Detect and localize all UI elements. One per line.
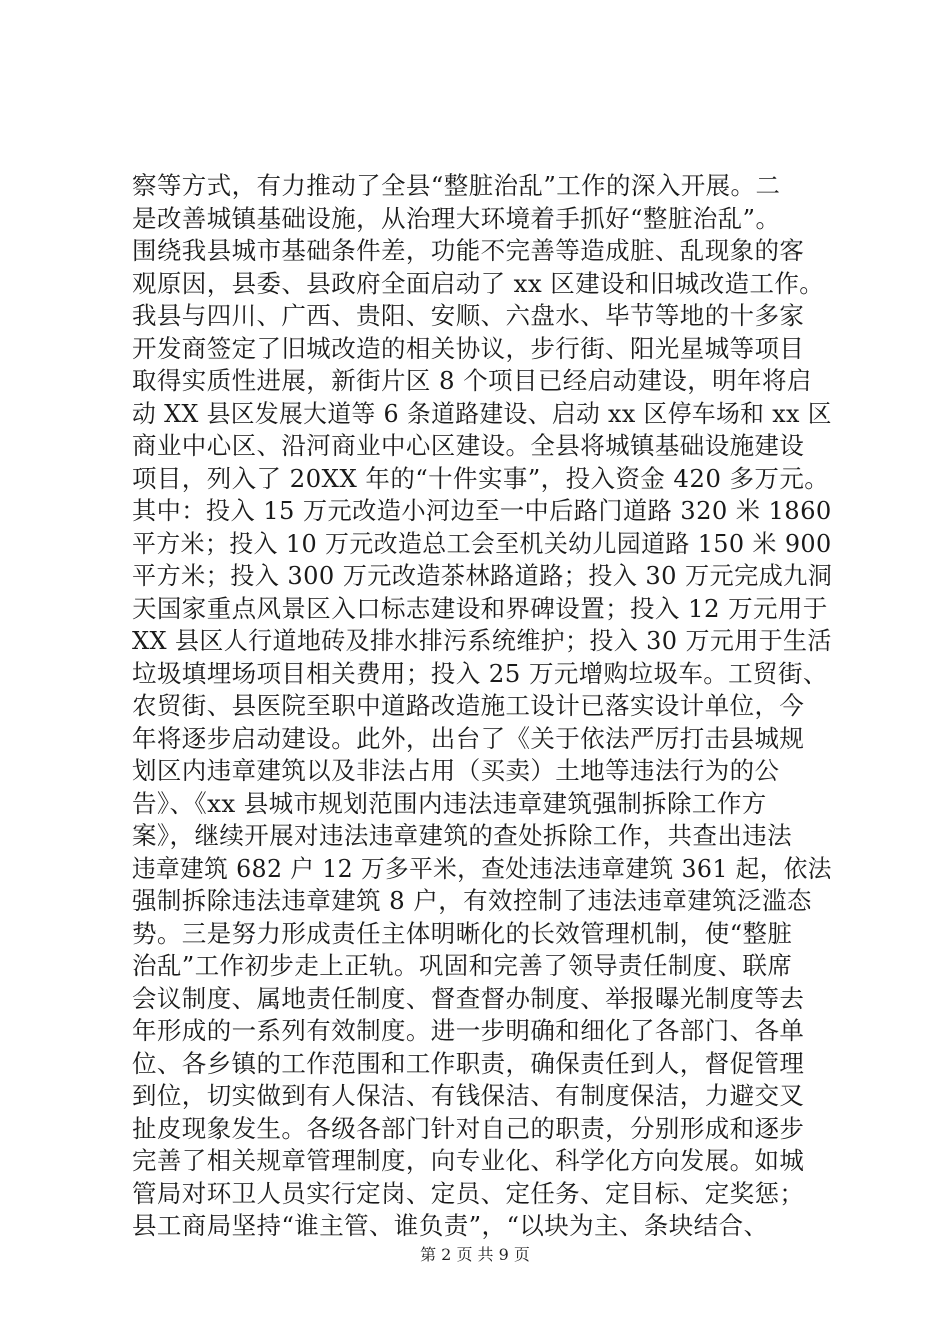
text-line: 开发商签定了旧城改造的相关协议，步行街、阳光星城等项目 [132, 333, 805, 363]
text-line: 强制拆除违法违章建筑 8 户，有效控制了违法违章建筑泛滥态 [132, 886, 812, 915]
text-line: 扯皮现象发生。各级各部门针对自己的职责，分别形成和逐步 [132, 1113, 805, 1143]
text-line: 完善了相关规章管理制度，向专业化、科学化方向发展。如城 [132, 1146, 805, 1175]
text-line: 县工商局坚持“谁主管、谁负责”，“以块为主、条块结合、 [132, 1211, 769, 1240]
text-line: 农贸街、县医院至职中道路改造施工设计已落实设计单位，今 [132, 691, 805, 720]
document-body [132, 170, 832, 1243]
text-line: 管局对环卫人员实行定岗、定员、定任务、定目标、定奖惩； [132, 1178, 805, 1208]
text-line: 划区内违章建筑以及非法占用（买卖）土地等违法行为的公 [132, 756, 780, 785]
text-line: 围绕我县城市基础条件差，功能不完善等造成脏、乱现象的客 [132, 236, 805, 265]
text-line: 势。三是努力形成责任主体明晰化的长效管理机制，使“整脏 [132, 918, 793, 948]
text-line: 其中：投入 15 万元改造小河边至一中后路门道路 320 米 1860 [132, 496, 832, 525]
text-line: 治乱”工作初步走上正轨。巩固和完善了领导责任制度、联席 [132, 951, 793, 980]
text-line: 是改善城镇基础设施，从治理大环境着手抓好“整脏治乱”。 [132, 203, 781, 233]
text-line: 年将逐步启动建设。此外，出台了《关于依法严厉打击县城规 [132, 723, 805, 753]
text-line: 察等方式，有力推动了全县“整脏治乱”工作的深入开展。二 [132, 171, 781, 200]
text-line: 动 XX 县区发展大道等 6 条道路建设、启动 xx 区停车场和 xx 区 [132, 398, 832, 428]
text-line: 项目，列入了 20XX 年的“十件实事”，投入资金 420 多万元。 [132, 463, 830, 493]
text-line: 到位，切实做到有人保洁、有钱保洁、有制度保洁，力避交叉 [132, 1081, 805, 1110]
text-line: 会议制度、属地责任制度、督查督办制度、举报曝光制度等去 [132, 983, 805, 1013]
text-line: 案》，继续开展对违法违章建筑的查处拆除工作，共查出违法 [132, 821, 793, 850]
text-line: XX 县区人行道地砖及排水排污系统维护；投入 30 万元用于生活 [132, 626, 832, 655]
text-line: 商业中心区、沿河商业中心区建设。全县将城镇基础设施建设 [132, 431, 805, 460]
text-line: 位、各乡镇的工作范围和工作职责，确保责任到人，督促管理 [132, 1048, 805, 1078]
text-line: 取得实质性进展，新街片区 8 个项目已经启动建设，明年将启 [132, 366, 812, 395]
text-line: 我县与四川、广西、贵阳、安顺、六盘水、毕节等地的十多家 [132, 301, 805, 330]
text-line: 年形成的一系列有效制度。进一步明确和细化了各部门、各单 [132, 1016, 805, 1045]
page-number-footer: 第 2 页 共 9 页 [420, 1245, 530, 1264]
text-line: 平方米；投入 10 万元改造总工会至机关幼儿园道路 150 米 900 [132, 528, 832, 558]
text-line: 平方米；投入 300 万元改造茶林路道路；投入 30 万元完成九洞 [132, 561, 833, 590]
text-line: 观原因，县委、县政府全面启动了 xx 区建设和旧城改造工作。 [132, 268, 825, 298]
text-line: 违章建筑 682 户 12 万多平米，查处违法违章建筑 361 起，依法 [132, 853, 832, 883]
text-line: 告》、《xx 县城市规划范围内违法违章建筑强制拆除工作方 [132, 788, 767, 818]
text-line: 天国家重点风景区入口标志建设和界碑设置；投入 12 万元用于 [132, 593, 828, 623]
text-line: 垃圾填埋场项目相关费用；投入 25 万元增购垃圾车。工贸街、 [132, 658, 828, 688]
